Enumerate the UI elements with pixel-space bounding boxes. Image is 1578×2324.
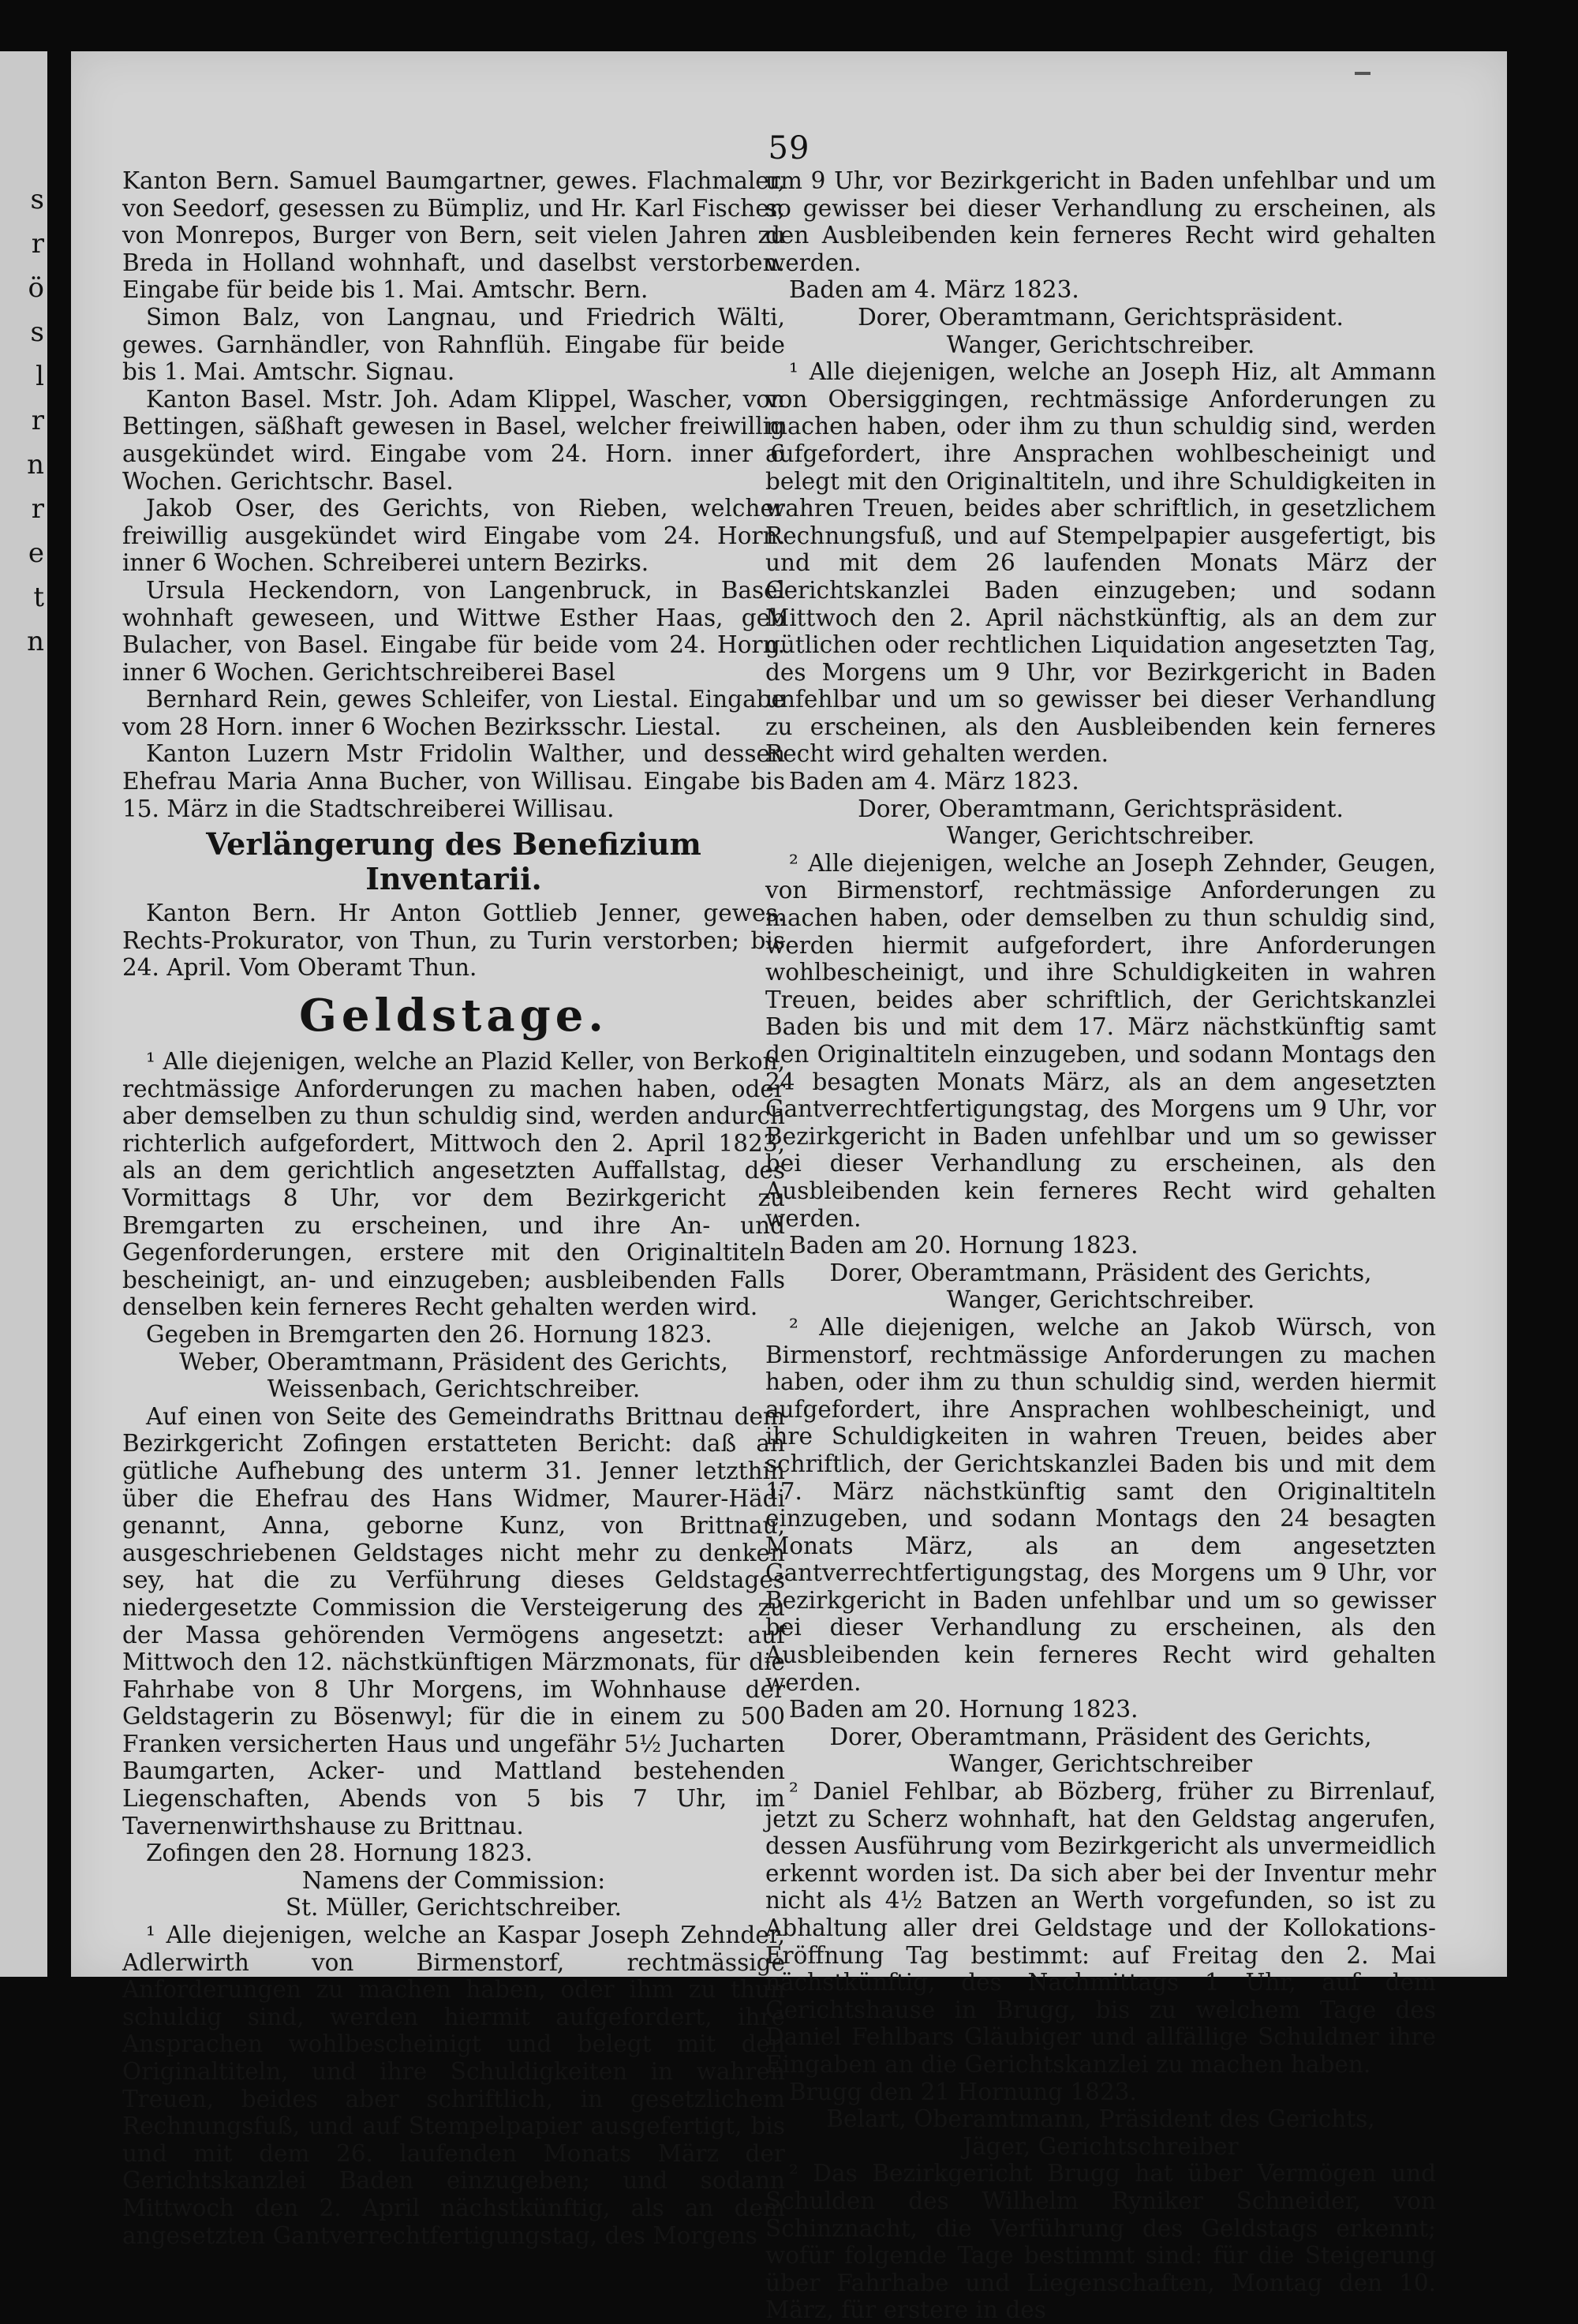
adjacent-page-fragments: [0, 178, 47, 664]
fragment: n: [27, 449, 44, 481]
fragment: ö: [28, 272, 44, 304]
signature-line: Dorer, Oberamtmann, Präsident des Gerichts,: [829, 1259, 1372, 1286]
signature-line: St. Müller, Gerichtschreiber.: [285, 1894, 623, 1922]
notice-paragraph: Kanton Bern. Samuel Baumgartner, gewes. Flachmaler, von Seedorf, gesessen zu Bümpliz, und Hr. Karl Fischer, von Monrepos, Burger von Bern, seit vielen Jahren zu Breda in Holland wohnhaft, und daselbst verstorben. Eingabe für beide bis 1. Mai. Amtschr. Bern.: [122, 167, 785, 304]
notice-paragraph: ² Alle diejenigen, welche an Jakob Würsch, von Birmenstorf, rechtmässige Anforderungen zu machen haben, oder ihm zu thun schuldig sind, werden hiermit aufgefordert, ihre Ansprachen wohlbescheinigt, und ihre Schuldigkeiten in wahren Treuen, beides aber schriftlich, der Gerichtskanzlei Baden bis und mit dem 17. März nächstkünftig samt den Originaltiteln einzugeben, und sodann Montags den 24 besagten Monats März, als an dem angesetzten Gantverrechtfertigungstag, des Morgens um 9 Uhr, vor Bezirkgericht in Baden unfehlbar und um so gewisser bei dieser Verhandlung zu erscheinen, als den Ausbleibenden kein ferneres Recht wird gehalten werden.: [765, 1313, 1436, 1696]
notice-paragraph: um 9 Uhr, vor Bezirkgericht in Baden unfehlbar und um so gewisser bei dieser Verhandlung zu erscheinen, als den Ausbleibenden kein ferneres Recht wird gehalten werden.: [765, 167, 1436, 276]
notice-date: Baden am 4. März 1823.: [789, 276, 1079, 304]
notice-date: Gegeben in Bremgarten den 26. Hornung 1823.: [146, 1320, 712, 1348]
fragment: r: [31, 228, 44, 260]
fragment: e: [28, 537, 44, 569]
notice-paragraph: ² Alle diejenigen, welche an Joseph Zehnder, Geugen, von Birmenstorf, rechtmässige Anforderungen zu machen haben, oder demselben zu thun schuldig sind, werden hiermit aufgefordert, ihre Anforderungen wohlbescheinigt, und ihre Schuldigkeiten in wahren Treuen, beides aber schriftlich, der Gerichtskanzlei Baden bis und mit dem 17. März nächstkünftig samt den Originaltiteln einzugeben, und sodann Montags den 24 besagten Monats März, als an dem angesetzten Gantverrechtfertigungstag, des Morgens um 9 Uhr, vor Bezirkgericht in Baden unfehlbar und um so gewisser bei dieser Verhandlung zu erscheinen, als den Ausbleibenden kein ferneres Recht wird gehalten werden.: [765, 849, 1436, 1232]
notice-paragraph: ¹ Alle diejenigen, welche an Plazid Keller, von Berkon, rechtmässige Anforderungen zu machen haben, oder aber demselben zu thun schuldig sind, werden andurch richterlich aufgefordert, Mittwoch den 2. April 1823, als an dem gerichtlich angesetzten Auffallstag, des Vormittags 8 Uhr, vor dem Bezirkgericht zu Bremgarten zu erscheinen, und ihre An- und Gegenforderungen, erstere mit den Originaltiteln bescheinigt, an- und einzugeben; ausbleibenden Falls denselben kein ferneres Recht gehalten werden wird.: [122, 1048, 785, 1321]
fragment: s: [30, 316, 44, 348]
notice-paragraph: Kanton Basel. Mstr. Joh. Adam Klippel, Wascher, von Bettingen, säßhaft gewesen in Basel, welcher freiwillig ausgekündet wird. Eingabe vom 24. Horn. inner 6 Wochen. Gerichtschr. Basel.: [122, 385, 785, 495]
signature-line: Weissenbach, Gerichtschreiber.: [267, 1375, 641, 1403]
notice-date: Baden am 20. Hornung 1823.: [789, 1696, 1139, 1723]
notice-paragraph: Jakob Oser, des Gerichts, von Rieben, welcher freiwillig ausgekündet wird Eingabe vom 24. Horn. inner 6 Wochen. Schreiberei untern Bezirks.: [122, 495, 785, 577]
fragment: t: [33, 582, 44, 613]
signature-line: Jäger, Gerichtschreiber: [963, 2132, 1239, 2160]
signature-line: Wanger, Gerichtschreiber.: [946, 1286, 1255, 1314]
signature-line: Dorer, Oberamtmann, Gerichtspräsident.: [858, 303, 1344, 331]
fragment: s: [30, 184, 44, 215]
notice-paragraph: Auf einen von Seite des Gemeindraths Brittnau dem Bezirkgericht Zofingen erstatteten Bericht: daß an gütliche Aufhebung des unterm 31. Jenner letzthin über die Ehefrau des Hans Widmer, Maurer-Hädi genannt, Anna, geborne Kunz, von Brittnau, ausgeschriebenen Geldstages nicht mehr zu denken sey, hat die zu Verführung dieses Geldstages niedergesetzte Commission die Versteigerung des zu der Massa gehörenden Vermögens angesetzt: auf Mittwoch den 12. nächstkünftigen Märzmonats, für die Fahrhabe von 8 Uhr Morgens, im Wohnhause der Geldstagerin zu Bösenwyl; für die in einem zu 500 Franken versicherten Haus und ungefähr 5½ Jucharten Baumgarten, Acker- und Mattland bestehenden Liegenschaften, Abends von 5 bis 7 Uhr, im Tavernenwirthshause zu Brittnau.: [122, 1402, 785, 1839]
signature-line: Dorer, Oberamtmann, Präsident des Gerichts,: [829, 1723, 1372, 1750]
page-number: 59: [768, 130, 810, 167]
notice-date: Baden am 20. Hornung 1823.: [789, 1232, 1139, 1259]
fragment: r: [31, 493, 44, 525]
section-heading: Verlängerung des Benefizium Inventarii.: [206, 826, 701, 897]
notice-paragraph: Kanton Bern. Hr Anton Gottlieb Jenner, gewes. Rechts-Prokurator, von Thun, zu Turin verstorben; bis 24. April. Vom Oberamt Thun.: [122, 900, 785, 982]
corner-dash-icon: [1353, 65, 1372, 80]
signature-line: Wanger, Gerichtschreiber.: [946, 331, 1255, 358]
notice-date: Brugg den 21 Hornung 1823.: [789, 2078, 1137, 2105]
right-column: [765, 167, 1436, 2324]
fragment: l: [36, 361, 44, 392]
notice-date: Zofingen den 28. Hornung 1823.: [146, 1839, 533, 1867]
notice-paragraph: ² Das Bezirkgericht Brugg hat über Vermögen und Schulden des Wilhelm Ryniker Schneider, von Schinznacht, die Verführung des Geldstags erkennt; wofür folgende Tage bestimmt sind: für die Steigerung über Fahrhabe und Liegenschaften, Montag den 10. März, für erstere in des: [765, 2160, 1436, 2324]
adjacent-page-edge: [0, 51, 47, 1977]
notice-date: Baden am 4. März 1823.: [789, 768, 1079, 795]
signature-line: Wanger, Gerichtschreiber.: [946, 822, 1255, 850]
fragment: n: [27, 626, 44, 657]
signature-line: Weber, Oberamtmann, Präsident des Gerichts,: [179, 1348, 728, 1375]
notice-paragraph: Kanton Luzern Mstr Fridolin Walther, und dessen Ehefrau Maria Anna Bucher, von Willisau. Eingabe bis 15. März in die Stadtschreiberei Willisau.: [122, 740, 785, 822]
notice-paragraph: Bernhard Rein, gewes Schleifer, von Liestal. Eingabe vom 28 Horn. inner 6 Wochen Bezirksschr. Liestal.: [122, 686, 785, 740]
notice-paragraph: Simon Balz, von Langnau, und Friedrich Wälti, gewes. Garnhändler, von Rahnflüh. Eingabe für beide bis 1. Mai. Amtschr. Signau.: [122, 303, 785, 386]
notice-paragraph: ¹ Alle diejenigen, welche an Kaspar Joseph Zehnder, Adlerwirth von Birmenstorf, rechtmässige Anforderungen zu machen haben, oder ihm zu thun schuldig sind, werden hiermit aufgefordert, ihre Ansprachen wohlbescheinigt und belegt mit den Originaltiteln, und ihre Schuldigkeiten in wahren Treuen, beides aber schriftlich, in gesetzlichem Rechnungsfuß, und auf Stempelpapier ausgefertigt, bis und mit dem 26. laufenden Monats März der Gerichtskanzlei Baden einzugeben; und sodann Mittwoch den 2. April nächstkünftig, als an dem angesetzten Gantverrechtfertigungstag, des Morgens: [122, 1922, 785, 2249]
signature-line: Belart, Oberamtmann, Präsident des Gerichts,: [826, 2105, 1375, 2133]
signature-line: Namens der Commission:: [301, 1866, 606, 1894]
notice-paragraph: Ursula Heckendorn, von Langenbruck, in Basel wohnhaft geweseen, und Wittwe Esther Haas, geb Bulacher, von Basel. Eingabe für beide vom 24. Horn. inner 6 Wochen. Gerichtschreiberei Basel: [122, 576, 785, 686]
notice-paragraph: ¹ Alle diejenigen, welche an Joseph Hiz, alt Ammann von Obersiggingen, rechtmässige Anforderungen zu machen haben, oder ihm zu thun schuldig sind, werden aufgefordert, ihre Ansprachen wohlbescheinigt und belegt mit den Originaltiteln, und ihre Schuldigkeiten in wahren Treuen, beides aber schriftlich, in gesetzlichem Rechnungsfuß, und auf Stempelpapier ausgefertigt, bis und mit dem 26 laufenden Monats März der Gerichtskanzlei Baden einzugeben; und sodann Mittwoch den 2. April nächstkünftig, als an dem zur gütlichen oder rechtlichen Liquidation angesetzten Tag, des Morgens um 9 Uhr, vor Bezirkgericht in Baden unfehlbar und um so gewisser bei dieser Verhandlung zu erscheinen, als den Ausbleibenden kein ferneres Recht wird gehalten werden.: [765, 358, 1436, 768]
section-heading: Geldstage.: [299, 990, 608, 1042]
left-column: [122, 167, 785, 2249]
notice-paragraph: ² Daniel Fehlbar, ab Bözberg, früher zu Birrenlauf, jetzt zu Scherz wohnhaft, hat den Geldstag angerufen, dessen Ausführung vom Bezirkgericht als unvermeidlich erkennt worden ist. Da sich aber bei der Inventur mehr nicht als 4½ Batzen an Werth vorgefunden, so ist zu Abhaltung aller drei Geldstage und der Kollokations-Eröffnung Tag bestimmt: auf Freitag den 2. Mai nächstkünftig, des Nachmittags 1 Uhr, auf dem Gerichtshause in Brugg, bis zu welchem Tage des Daniel Fehlbars Gläubiger und allfällige Schuldner ihre Eingaben an die Gerichtskanzlei zu machen haben.: [765, 1778, 1436, 2078]
fragment: r: [31, 405, 44, 436]
document-page: [71, 51, 1507, 2324]
signature-line: Wanger, Gerichtschreiber: [948, 1750, 1253, 1778]
signature-line: Dorer, Oberamtmann, Gerichtspräsident.: [858, 795, 1344, 822]
